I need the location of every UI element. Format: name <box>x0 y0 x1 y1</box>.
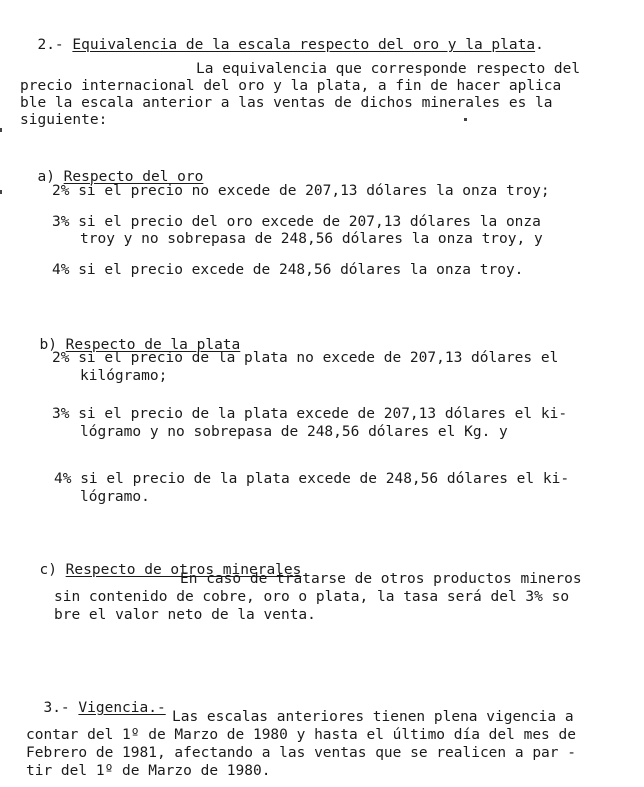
subsection-a-marker: a) <box>37 169 55 185</box>
oro-item-3: 4% si el precio excede de 248,56 dólares la onza troy. <box>52 262 524 278</box>
oro-item-2-line-1: 3% si el precio del oro excede de 207,13 dólares la onza <box>52 214 541 230</box>
vigencia-body-line-3: Febrero de 1981, afectando a las ventas que se realicen a par - <box>26 745 576 761</box>
subsection-b-title: Respecto de la plata <box>65 337 241 353</box>
section-2-number: 2.- <box>37 37 64 53</box>
plata-item-3-line-2: lógramo. <box>80 489 150 505</box>
oro-item-1: 2% si el precio no excede de 207,13 dólares la onza troy; <box>52 183 550 199</box>
scan-speck <box>0 190 2 194</box>
intro-line-2: precio internacional del oro y la plata, a fin de hacer aplica <box>20 78 562 94</box>
plata-item-2-line-2: lógramo y no sobrepasa de 248,56 dólares el Kg. y <box>80 424 508 440</box>
intro-line-4: siguiente: <box>20 112 108 128</box>
section-2-title: Equivalencia de la escala respecto del oro y la plata <box>72 37 536 53</box>
otros-body-line-1: En caso de tratarse de otros productos mineros <box>180 571 582 587</box>
subsection-b-marker: b) <box>39 337 57 353</box>
plata-item-2-line-1: 3% si el precio de la plata excede de 207,13 dólares el ki- <box>52 406 568 422</box>
vigencia-body-line-1: Las escalas anteriores tienen plena vigencia a <box>172 709 574 725</box>
subsection-c-title: Respecto de otros minerales <box>65 562 302 578</box>
vigencia-body-line-4: tir del 1º de Marzo de 1980. <box>26 763 271 779</box>
section-3-heading <box>26 683 166 717</box>
scan-speck <box>0 128 2 132</box>
subsection-c-marker: c) <box>39 562 57 578</box>
section-2-heading: 2.- Equivalencia de la escala respecto del oro y la plata. <box>37 37 544 53</box>
plata-item-1-line-1: 2% si el precio de la plata no excede de 207,13 dólares el <box>52 350 559 366</box>
intro-line-3: ble la escala anterior a las ventas de dichos minerales es la <box>20 95 553 111</box>
subsection-a-title: Respecto del oro <box>63 169 204 185</box>
plata-item-3-line-1: 4% si el precio de la plata excede de 248,56 dólares el ki- <box>54 471 570 487</box>
plata-item-1-line-2: kilógramo; <box>80 368 168 384</box>
otros-body-line-3: bre el valor neto de la venta. <box>54 607 316 623</box>
section-3-title: Vigencia.- <box>78 700 166 716</box>
scan-speck <box>464 118 467 121</box>
subsection-b-heading <box>22 320 240 354</box>
oro-item-2-line-2: troy y no sobrepasa de 248,56 dólares la onza troy, y <box>80 231 543 247</box>
subsection-a-heading <box>20 152 203 186</box>
vigencia-body-line-2: contar del 1º de Marzo de 1980 y hasta el último día del mes de <box>26 727 576 743</box>
otros-body-line-2: sin contenido de cobre, oro o plata, la tasa será del 3% so <box>54 589 570 605</box>
intro-line-1: La equivalencia que corresponde respecto del <box>196 61 581 77</box>
section-3-number: 3.- <box>43 700 70 716</box>
